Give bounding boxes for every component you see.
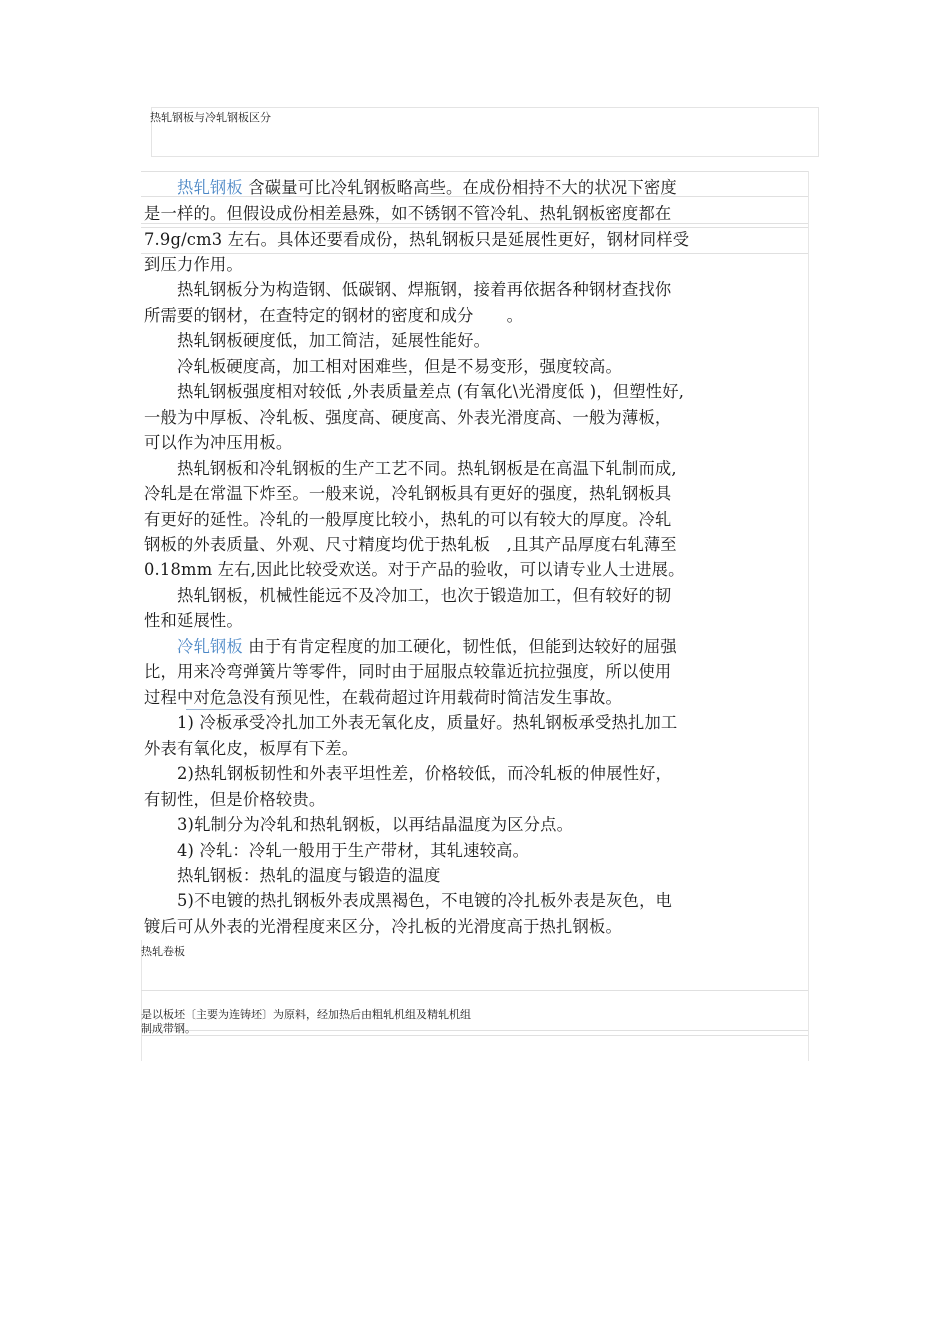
paragraph-line: 钢板的外表质量、外观、尺寸精度均优于热轧板 ,且其产品厚度右轧薄至 (144, 535, 677, 554)
paragraph-line: 有更好的延性。冷轧的一般厚度比较小，热轧的可以有较大的厚度。冷轧 (144, 510, 672, 529)
paragraph-line: 5)不电镀的热扎钢板外表成黑褐色，不电镀的冷扎板外表是灰色，电 (144, 891, 673, 910)
paragraph-line: 过程中对危急没有预见性，在载荷超过许用载荷时简洁发生事故。 (144, 688, 622, 707)
text-span: 由于有肯定程度的加工硬化，韧性低，但能到达较好的屈强 (242, 637, 677, 656)
paragraph-line: 热轧钢板，机械性能远不及冷加工，也次于锻造加工，但有较好的韧 (144, 586, 672, 605)
text-span: 含碳量可比冷轧钢板略高些。在成份相持不大的状况下密度 (242, 178, 677, 197)
frame-line (808, 171, 809, 1061)
frame-line (141, 990, 808, 991)
paragraph-line: 外表有氧化皮，板厚有下差。 (144, 739, 359, 758)
frame-line (141, 171, 808, 172)
paragraph-line: 热轧钢板硬度低，加工简洁，延展性能好。 (144, 331, 491, 350)
section-text: 制成带钢。 (141, 1022, 196, 1035)
paragraph-line: 到压力作用。 (144, 255, 243, 274)
paragraph-line: 可以作为冲压用板。 (144, 433, 293, 452)
document-title: 热轧钢板与冷轧钢板区分 (150, 111, 271, 124)
paragraph-line: 冷轧是在常温下炸至。一般来说，冷轧钢板具有更好的强度，热轧钢板具 (144, 484, 672, 503)
paragraph-line: 性和延展性。 (144, 611, 243, 630)
paragraph-line: 镀后可从外表的光滑程度来区分，冷扎板的光滑度高于热扎钢板。 (144, 917, 622, 936)
paragraph-line: 热轧钢板和冷轧钢板的生产工艺不同。热轧钢板是在高温下轧制而成, (144, 459, 677, 478)
paragraph-line: 1) 冷板承受冷扎加工外表无氧化皮，质量好。热轧钢板承受热扎加工 (144, 713, 678, 732)
section-text: 是以板坯〔主要为连铸坯〕为原料，经加热后由粗轧机组及精轧机组 (141, 1008, 471, 1021)
paragraph-line: 热轧钢板分为构造钢、低碳钢、焊瓶钢，接着再依据各种钢材查找你 (144, 280, 672, 299)
frame-line (141, 1030, 808, 1031)
paragraph-line: 3)轧制分为冷轧和热轧钢板，以再结晶温度为区分点。 (144, 815, 574, 834)
paragraph-line (144, 174, 677, 198)
paragraph-line: 热轧钢板强度相对较低 ,外表质量差点 (有氧化\光滑度低 )，但塑性好, (144, 382, 685, 401)
frame-line (141, 1035, 808, 1036)
paragraph-line: 4) 冷轧：冷轧一般用于生产带材，其轧速较高。 (144, 841, 530, 860)
paragraph-line: 一般为中厚板、冷轧板、强度高、硬度高、外表光滑度高、一般为薄板， (144, 408, 672, 427)
paragraph-line: 0.18mm 左右,因此比较受欢送。对于产品的验收，可以请专业人士进展。 (144, 560, 685, 579)
paragraph-line: 7.9g/cm3 左右。具体还要看成份，热轧钢板只是延展性更好，钢材同样受 (144, 230, 690, 249)
section-heading: 热轧卷板 (141, 945, 185, 958)
cold-rolled-link[interactable]: 冷轧钢板 (176, 637, 243, 656)
paragraph-line (144, 633, 677, 657)
paragraph-line: 热轧钢板：热轧的温度与锻造的温度 (144, 866, 441, 885)
paragraph-line: 2)热轧钢板韧性和外表平坦性差，价格较低，而冷轧板的伸展性好， (144, 764, 673, 783)
paragraph-line: 冷轧板硬度高，加工相对困难些，但是不易变形，强度较高。 (144, 357, 622, 376)
paragraph-line: 是一样的。但假设成份相差悬殊，如不锈钢不管冷轧、热轧钢板密度都在 (144, 204, 672, 223)
hot-rolled-link[interactable]: 热轧钢板 (176, 178, 243, 197)
paragraph-line: 比，用来冷弯弹簧片等零件，同时由于屈服点较靠近抗拉强度，所以使用 (144, 662, 672, 681)
paragraph-line: 所需要的钢材，在查特定的钢材的密度和成分 。 (144, 306, 524, 325)
paragraph-line: 有韧性，但是价格较贵。 (144, 790, 326, 809)
